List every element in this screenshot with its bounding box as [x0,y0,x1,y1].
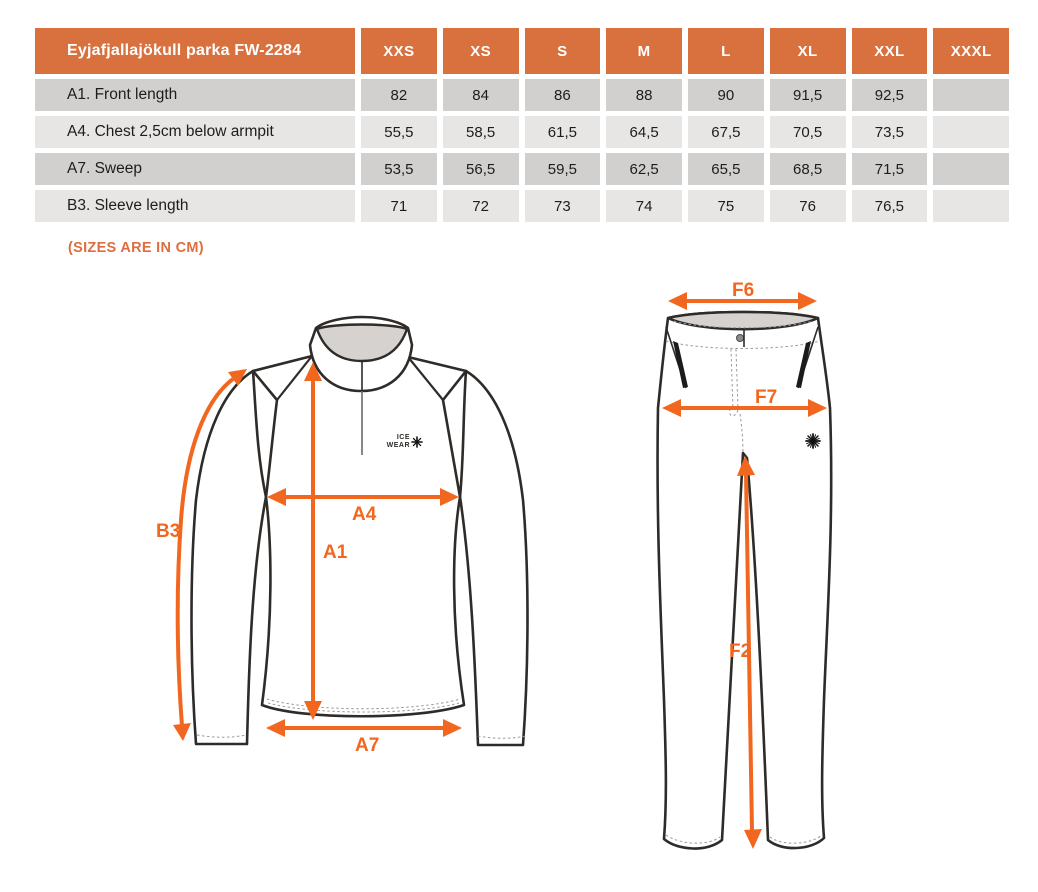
measure-value: 92,5 [852,79,928,111]
jacket-drawing [156,317,528,756]
table-row [35,116,1009,148]
brand-logo-line1: ICE [396,434,410,441]
brand-logo-line2: WEAR [386,442,410,449]
measure-label: A7. Sweep [35,153,355,185]
measure-value: 61,5 [525,116,601,148]
label-a4: A4 [352,504,377,525]
jacket-left-sleeve [192,371,267,744]
measure-value: 90 [688,79,764,111]
measure-value: 73,5 [852,116,928,148]
measure-label: B3. Sleeve length [35,190,355,222]
table-row [35,153,1009,185]
measure-value: 70,5 [770,116,846,148]
product-title: Eyjafjallajökull parka FW-2284 [35,28,355,74]
measurement-diagram [0,270,1038,892]
size-header: XXXL [933,28,1009,74]
label-a7: A7 [355,735,380,756]
label-f2: F2 [729,641,752,662]
measure-value: 84 [443,79,519,111]
measure-value: 86 [525,79,601,111]
measure-value: 91,5 [770,79,846,111]
measure-value: 88 [606,79,682,111]
jacket-right-sleeve [460,371,528,745]
measure-value: 58,5 [443,116,519,148]
measure-value: 82 [361,79,437,111]
label-f6: F6 [732,280,755,301]
size-chart-table [29,23,1015,227]
measure-value: 56,5 [443,153,519,185]
jacket-body [253,356,466,716]
measure-value [933,116,1009,148]
snowflake-icon [806,434,820,448]
measure-value: 55,5 [361,116,437,148]
size-header: M [606,28,682,74]
size-header: XXL [852,28,928,74]
measure-value: 73 [525,190,601,222]
pants-body [658,312,832,849]
pants-button [737,335,744,342]
measure-label: A4. Chest 2,5cm below armpit [35,116,355,148]
measure-value: 65,5 [688,153,764,185]
measure-value: 62,5 [606,153,682,185]
measure-value: 71,5 [852,153,928,185]
size-header: L [688,28,764,74]
table-header-row [35,28,1009,74]
measure-value: 67,5 [688,116,764,148]
pants-drawing [658,280,832,849]
measure-value [933,79,1009,111]
measure-value: 53,5 [361,153,437,185]
measure-value: 76,5 [852,190,928,222]
snowflake-icon [412,437,422,447]
label-b3: B3 [156,521,181,542]
size-header: XXS [361,28,437,74]
measure-value [933,190,1009,222]
measure-value: 59,5 [525,153,601,185]
measure-value: 72 [443,190,519,222]
measure-value: 68,5 [770,153,846,185]
sizes-unit-note: (SIZES ARE IN CM) [68,240,204,256]
measure-value: 64,5 [606,116,682,148]
size-header: S [525,28,601,74]
size-header: XL [770,28,846,74]
table-row [35,79,1009,111]
measure-value: 75 [688,190,764,222]
measure-value: 74 [606,190,682,222]
table-row [35,190,1009,222]
size-header: XS [443,28,519,74]
measure-value: 76 [770,190,846,222]
measure-value [933,153,1009,185]
label-a1: A1 [323,542,348,563]
label-f7: F7 [755,387,778,408]
measure-value: 71 [361,190,437,222]
measure-label: A1. Front length [35,79,355,111]
